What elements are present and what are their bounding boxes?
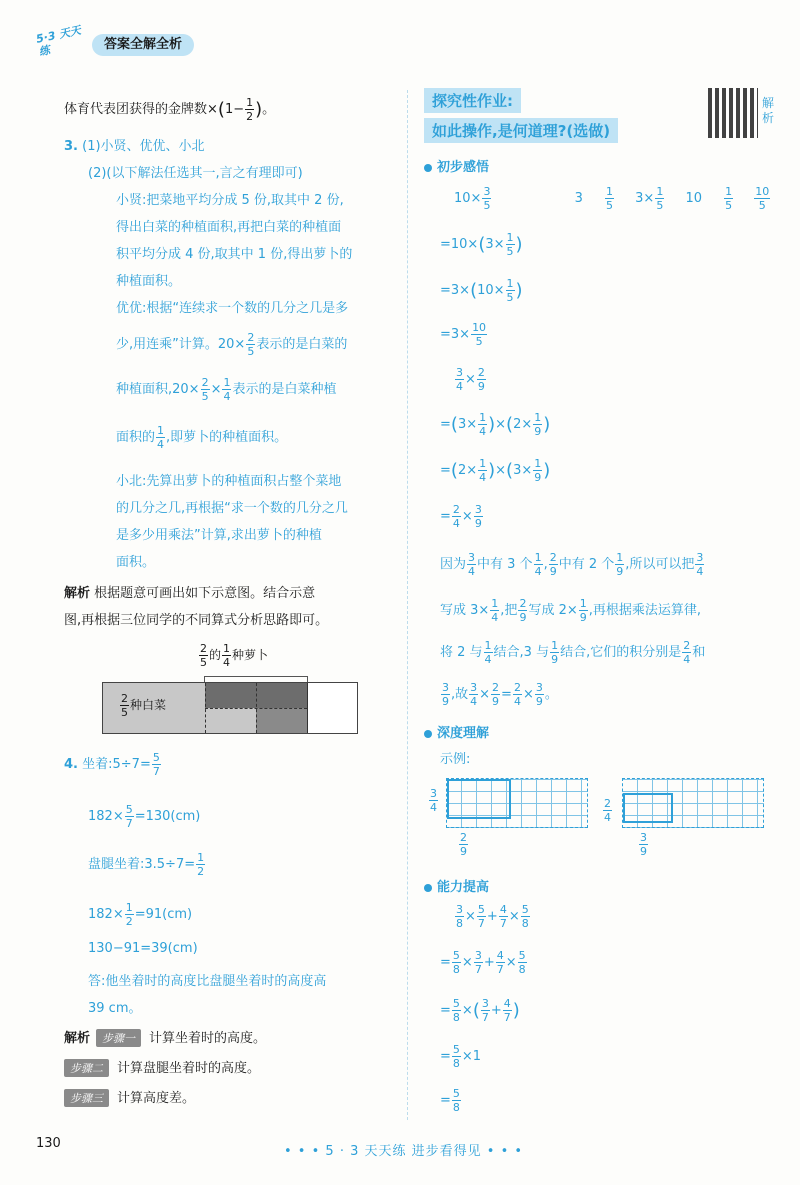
ability-eq-5: = $\frac{5}{8}$ (440, 1087, 460, 1114)
xiaobei-2: 的几分之几,再根据“求一个数的几分之几 (116, 501, 348, 516)
xiaobei-3: 是多少用乘法”计算,求出萝卜的种植 (116, 528, 322, 543)
line-gold-medals: 体育代表团获得的金牌数×(1− $\frac{1}{2}$ )。 (64, 96, 276, 123)
diagram-cell (256, 708, 307, 733)
logo: 5·3 天天练 (34, 23, 83, 59)
because-4: $\frac{3}{9}$ ,故 $\frac{3}{4}$ × $\frac{2}{9}$ = $\frac{2}{4}$ × $\frac{3}{9}$ 。 (442, 681, 558, 708)
q3-line2: (2)(以下解法任选其一,言之有理即可) (88, 166, 303, 181)
because-1: 因为 $\frac{3}{4}$ 中有 3 个 $\frac{1}{4}$ , $\frac{2}{9}$ 中有 2 个 $\frac{1}{9}$ ,所以可以把 $\frac{3}{4}$ (440, 551, 704, 578)
eq-7: = $\frac{2}{4}$ × $\frac{3}{9}$ (440, 503, 482, 530)
header (34, 23, 238, 62)
youyou-1: 优优:根据“连续求一个数的几分之几是多 (116, 301, 349, 316)
step-3: 步骤三 计算高度差。 (64, 1087, 195, 1107)
diagram-divider (205, 708, 307, 709)
eq-4: $\frac{3}{4}$ × $\frac{2}{9}$ (456, 366, 485, 393)
footer-slogan: • • • 5 · 3 天天练 进步看得见 • • • (284, 1144, 524, 1159)
step-2: 步骤二 计算盘腿坐着时的高度。 (64, 1057, 260, 1077)
youyou-2: 少,用连乘”计算。20× $\frac{2}{5}$ 表示的是白菜的 (116, 331, 348, 358)
because-3: 将 2 与 $\frac{1}{4}$ 结合,3 与 $\frac{1}{9}$ 结合,它们的积分别是 $\frac{2}{4}$ 和 (440, 639, 706, 666)
section-first-insight: 初步感悟 (424, 156, 489, 175)
step-1: 解析 步骤一 计算坐着时的高度。 (64, 1031, 267, 1046)
eq-3: =3× $\frac{10}{5}$ (440, 321, 487, 348)
insight-row: 10× $\frac{3}{5}$ 3 $\frac{1}{5}$ 3× $\frac{1}{5}$ 10 $\frac{1}{5}$ $\frac{10}{5}$ (454, 185, 770, 212)
ability-eq-3: = $\frac{5}{8}$ ×( $\frac{3}{7}$ + $\frac{4}{7}$ ) (440, 997, 520, 1024)
example-label: 示例: (440, 752, 471, 767)
q4-line5: 130−91=39(cm) (88, 941, 198, 956)
inquiry-title-2: 如此操作,是何道理?(选做) (424, 118, 618, 143)
section-deep-understanding: 深度理解 (424, 722, 489, 741)
grid-1 (446, 778, 588, 828)
xiaobei-4: 面积。 (116, 555, 156, 570)
jiexi-1: 解析 根据题意可画出如下示意图。结合示意 (64, 586, 316, 601)
q4-line3: 盘腿坐着:3.5÷7= $\frac{1}{2}$ (88, 851, 205, 878)
eq-6: =(2× $\frac{1}{4}$ )×(3× $\frac{1}{9}$ ) (440, 457, 551, 484)
grid-1-highlight (447, 779, 511, 819)
youyou-3: 种植面积,20× $\frac{2}{5}$ × $\frac{1}{4}$ 表示的是白菜种植 (116, 376, 337, 403)
grid1-left-label: $\frac{3}{4}$ (430, 787, 437, 814)
page-number: 130 (36, 1136, 61, 1151)
qr-label: 解析 (762, 96, 775, 125)
xiaobei-1: 小北:先算出萝卜的种植面积占整个菜地 (116, 474, 342, 489)
header-title: 答案全解全析 (92, 34, 194, 56)
grid-2-highlight (623, 793, 673, 823)
diagram-top-label: $\frac{2}{5}$ 的 $\frac{1}{4}$ 种萝卜 (200, 642, 269, 669)
q4-line2: 182× $\frac{5}{7}$ =130(cm) (88, 803, 201, 830)
xiaoxian-4: 种植面积。 (116, 274, 182, 289)
q4-line7: 39 cm。 (88, 1001, 142, 1016)
section-ability-improve: 能力提高 (424, 876, 489, 895)
grid2-left-label: $\frac{2}{4}$ (604, 797, 611, 824)
ability-eq-1: $\frac{3}{8}$ × $\frac{5}{7}$ + $\frac{4}{7}$ × $\frac{5}{8}$ (456, 903, 529, 930)
xiaoxian-2: 得出白菜的种植面积,再把白菜的种植面 (116, 220, 342, 235)
eq-1: =10×(3× $\frac{1}{5}$ ) (440, 231, 523, 258)
xiaoxian-3: 积平均分成 4 份,取其中 1 份,得出萝卜的 (116, 247, 353, 262)
inquiry-title-1: 探究性作业: (424, 88, 521, 113)
grid2-bottom-label: $\frac{3}{9}$ (640, 831, 647, 858)
because-2: 写成 3× $\frac{1}{4}$ ,把 $\frac{2}{9}$ 写成 2× $\frac{1}{9}$ ,再根据乘法运算律, (440, 597, 701, 624)
cabbage-label: $\frac{2}{5}$ 种白菜 (121, 692, 167, 719)
q4-line1: 4. 坐着:5÷7= $\frac{5}{7}$ (64, 751, 160, 778)
qr-code[interactable] (708, 88, 758, 138)
q3-line1: 3. (1)小贤、优优、小北 (64, 139, 205, 154)
q4-line6: 答:他坐着时的高度比盘腿坐着时的高度高 (88, 974, 327, 989)
jiexi-2: 图,再根据三位同学的不同算式分析思路即可。 (64, 613, 329, 628)
ability-eq-4: = $\frac{5}{8}$ ×1 (440, 1043, 482, 1070)
grid1-bottom-label: $\frac{2}{9}$ (460, 831, 467, 858)
eq-5: =(3× $\frac{1}{4}$ )×(2× $\frac{1}{9}$ ) (440, 411, 551, 438)
eq-2: =3×(10× $\frac{1}{5}$ ) (440, 277, 523, 304)
youyou-4: 面积的 $\frac{1}{4}$ ,即萝卜的种植面积。 (116, 424, 288, 451)
column-divider (407, 90, 408, 1120)
q4-line4: 182× $\frac{1}{2}$ =91(cm) (88, 901, 193, 928)
diagram-divider (307, 683, 308, 733)
ability-eq-2: = $\frac{5}{8}$ × $\frac{3}{7}$ + $\frac{4}{7}$ × $\frac{5}{8}$ (440, 949, 526, 976)
land-diagram (102, 682, 358, 734)
xiaoxian-1: 小贤:把菜地平均分成 5 份,取其中 2 份, (116, 193, 344, 208)
grid-2 (622, 778, 764, 828)
